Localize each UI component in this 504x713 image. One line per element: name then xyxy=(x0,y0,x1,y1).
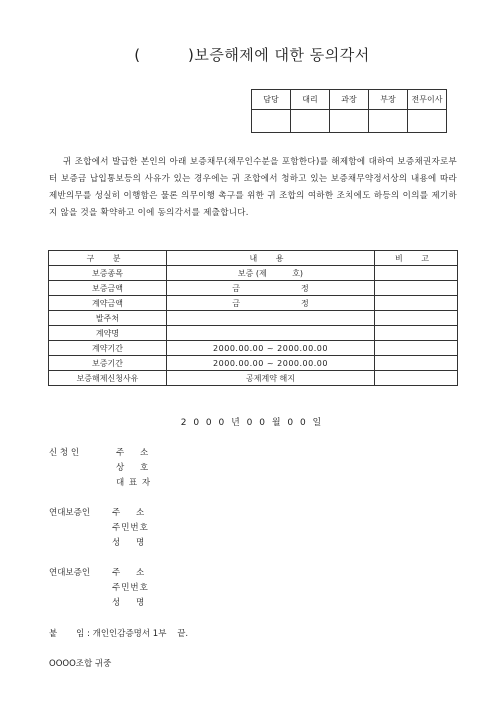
approval-sign-cell xyxy=(369,110,408,133)
document-title: ( )보증해제에 대한 동의각서 xyxy=(134,46,370,64)
applicant-label: 신 청 인 xyxy=(49,448,80,458)
row-note xyxy=(375,296,458,311)
applicant-address-label: 주 소 xyxy=(116,448,150,458)
row-label: 보증기간 xyxy=(49,356,167,371)
guarantor-2-address-label: 주 소 xyxy=(112,568,146,578)
table-row xyxy=(49,311,458,326)
joint-guarantor-2-label: 연대보증인 xyxy=(49,568,91,578)
table-row xyxy=(49,281,458,296)
column-header-category: 구 분 xyxy=(49,251,167,266)
approval-table xyxy=(251,89,447,133)
row-note xyxy=(375,341,458,356)
applicant-representative-label: 대 표 자 xyxy=(116,478,152,488)
guarantor-1-address-label: 주 소 xyxy=(112,508,146,518)
table-row xyxy=(49,326,458,341)
row-note xyxy=(375,371,458,386)
approval-sign-cell xyxy=(291,110,330,133)
row-note xyxy=(375,281,458,296)
approval-header-section-chief: 과장 xyxy=(330,90,369,110)
row-content: 2000.00.00 ~ 2000.00.00 xyxy=(167,356,375,371)
row-note xyxy=(375,266,458,281)
row-content: 금 정 xyxy=(167,296,375,311)
approval-header-assistant: 대리 xyxy=(291,90,330,110)
row-content: 보증 (제 호) xyxy=(167,266,375,281)
column-header-content: 내 용 xyxy=(167,251,375,266)
row-content: 2000.00.00 ~ 2000.00.00 xyxy=(167,341,375,356)
row-content: 공제계약 해지 xyxy=(167,371,375,386)
row-label: 계약기간 xyxy=(49,341,167,356)
approval-header-department-head: 부장 xyxy=(369,90,408,110)
guarantor-2-name-label: 성 명 xyxy=(112,598,146,608)
row-label: 보증해제신청사유 xyxy=(49,371,167,386)
row-label: 계약금액 xyxy=(49,296,167,311)
attachment-note: 붙 임 : 개인인감증명서 1부 끝. xyxy=(49,629,189,639)
table-row xyxy=(49,371,458,386)
applicant-company-label: 상 호 xyxy=(116,463,150,473)
intro-paragraph: 귀 조합에서 발급한 본인의 아래 보증채무(채무인수분을 포함한다)를 해제함에 대하여 보증채권자로부터 보증금 납입통보등의 사유가 있는 경우에는 귀 조합에서 청하고 있는 보증채무약정서상의 내용에 따라 제반의무를 성실히 이행함은 물론 의무이행 촉구를 위한 귀 조합의 여하한 조치에도 하등의 이의를 제기하지 않을 것을 확약하고 이에 동의각서를 제출합니다. xyxy=(49,157,457,218)
recipient-line: OOOO조합 귀중 xyxy=(49,659,112,669)
approval-header-executive-director: 전무이사 xyxy=(408,90,447,110)
row-note xyxy=(375,311,458,326)
row-content xyxy=(167,311,375,326)
approval-header-staff: 담당 xyxy=(252,90,291,110)
table-row xyxy=(49,341,458,356)
approval-sign-cell xyxy=(252,110,291,133)
row-label: 발주처 xyxy=(49,311,167,326)
guarantor-1-name-label: 성 명 xyxy=(112,538,146,548)
row-content: 금 정 xyxy=(167,281,375,296)
guarantee-details-table xyxy=(48,250,458,386)
guarantor-2-id-number-label: 주민번호 xyxy=(112,583,149,593)
row-label: 보증종목 xyxy=(49,266,167,281)
row-label: 계약명 xyxy=(49,326,167,341)
joint-guarantor-1-label: 연대보증인 xyxy=(49,508,91,518)
table-row xyxy=(49,296,458,311)
approval-sign-cell xyxy=(408,110,447,133)
row-note xyxy=(375,326,458,341)
column-header-remarks: 비 고 xyxy=(375,251,458,266)
guarantor-1-id-number-label: 주민번호 xyxy=(112,523,149,533)
row-content xyxy=(167,326,375,341)
approval-sign-cell xyxy=(330,110,369,133)
row-note xyxy=(375,356,458,371)
table-row xyxy=(49,266,458,281)
table-row xyxy=(49,356,458,371)
row-label: 보증금액 xyxy=(49,281,167,296)
document-date: 2 0 0 0 년 0 0 월 0 0 일 xyxy=(180,418,324,428)
